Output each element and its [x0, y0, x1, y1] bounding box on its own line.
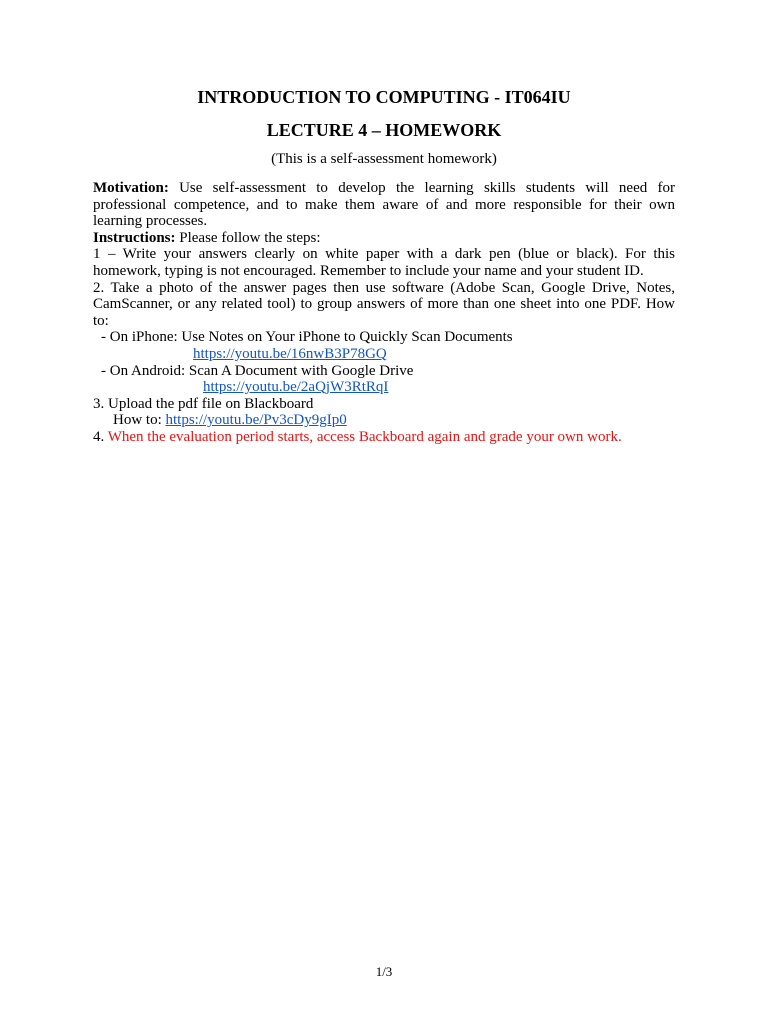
iphone-link-line	[93, 346, 675, 363]
blackboard-upload-link[interactable]: https://youtu.be/Pv3cDy9gIp0	[165, 412, 347, 429]
instructions-text: Please follow the steps:	[175, 229, 321, 246]
step-3: 3. Upload the pdf file on Blackboard	[93, 395, 314, 412]
step-4	[93, 429, 675, 446]
instructions-label: Instructions:	[93, 229, 176, 246]
step-3-howto	[93, 412, 675, 429]
step-2: 2. Take a photo of the answer pages then use software (Adobe Scan, Google Drive, Notes, CamScanner, or any related tool) to group answers of more than one sheet into one PDF. How to:	[93, 279, 675, 329]
page-number: 1/3	[375, 964, 393, 979]
iphone-instruction: - On iPhone: Use Notes on Your iPhone to Quickly Scan Documents	[101, 329, 513, 346]
step-4-text: When the evaluation period starts, access Backboard again and grade your own work.	[107, 428, 622, 445]
step-1: 1 – Write your answers clearly on white paper with a dark pen (blue or black). For this homework, typing is not encouraged. Remember to include your name and your student ID.	[93, 246, 675, 279]
motivation-paragraph	[93, 180, 675, 230]
motivation-label: Motivation:	[93, 180, 169, 196]
instructions-heading	[93, 230, 675, 247]
lecture-title: LECTURE 4 – HOMEWORK	[266, 120, 502, 140]
homework-body	[93, 180, 675, 446]
course-title: INTRODUCTION TO COMPUTING - IT064IU	[197, 87, 571, 107]
motivation-text: Use self-assessment to develop the learning skills students will need for professional competence, and to make them aware of and more responsible for their own learning processes.	[93, 180, 675, 230]
android-instruction: - On Android: Scan A Document with Google Drive	[101, 362, 414, 379]
android-video-link[interactable]: https://youtu.be/2aQjW3RtRqI	[203, 379, 389, 396]
subtitle: (This is a self-assessment homework)	[271, 151, 497, 167]
howto-label: How to:	[113, 412, 166, 429]
android-link-line	[93, 379, 675, 396]
step-4-number: 4.	[93, 428, 108, 445]
iphone-video-link[interactable]: https://youtu.be/16nwB3P78GQ	[193, 345, 387, 362]
